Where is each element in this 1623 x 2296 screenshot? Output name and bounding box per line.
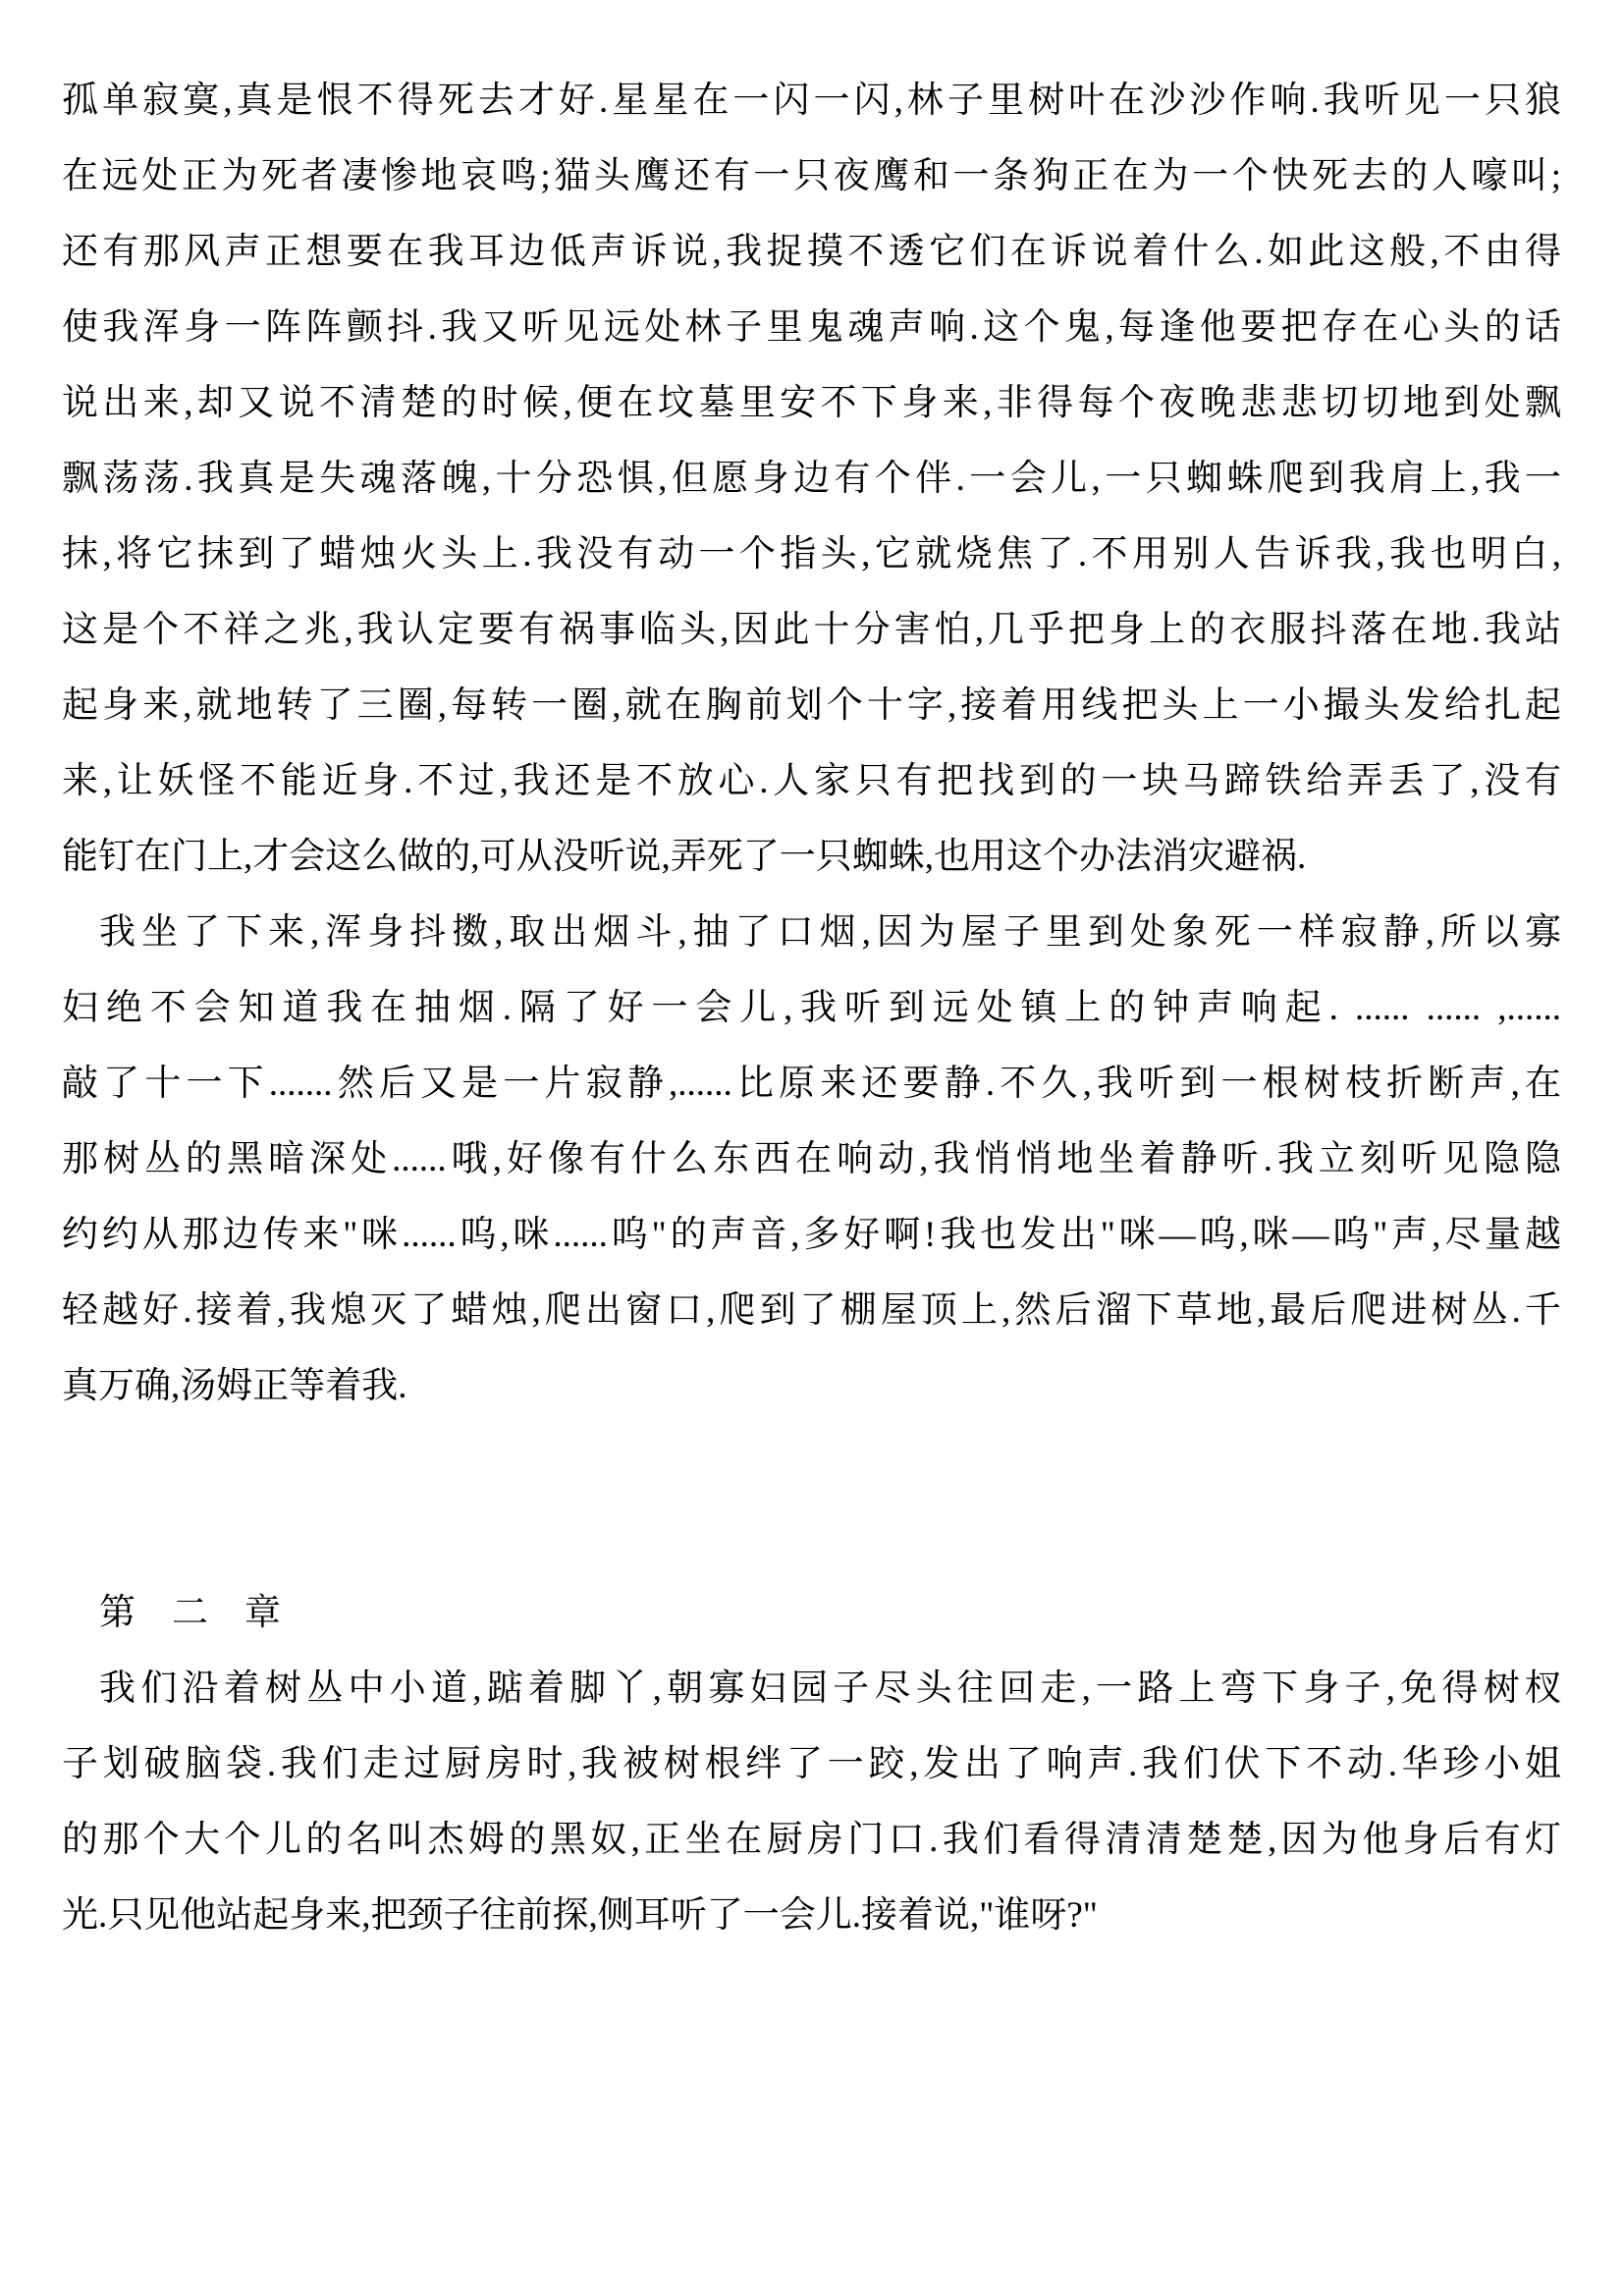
chapter-heading: 第 二 章	[99, 1593, 281, 1633]
text-line: 抹,将它抹到了蜡烛火头上.我没有动一个指头,它就烧焦了.不用别人告诉我,我也明白,	[62, 534, 1561, 574]
text-line: 子划破脑袋.我们走过厨房时,我被树根绊了一跤,发出了响声.我们伏下不动.华珍小姐	[62, 1744, 1561, 1784]
text-line: 孤单寂寞,真是恨不得死去才好.星星在一闪一闪,林子里树叶在沙沙作响.我听见一只狼	[62, 81, 1561, 121]
text-line: 能钉在门上,才会这么做的,可从没听说,弄死了一只蜘蛛,也用这个办法消灾避祸.	[62, 837, 1307, 877]
text-line: 的那个大个儿的名叫杰姆的黑奴,正坐在厨房门口.我们看得清清楚楚,因为他身后有灯	[62, 1820, 1561, 1860]
text-line: 轻越好.接着,我熄灭了蜡烛,爬出窗口,爬到了棚屋顶上,然后溜下草地,最后爬进树丛.千	[62, 1290, 1561, 1331]
paragraph-2	[62, 895, 1561, 1424]
text-line: 飘荡荡.我真是失魂落魄,十分恐惧,但愿身边有个伴.一会儿,一只蜘蛛爬到我肩上,我一	[62, 459, 1561, 499]
text-line: 说出来,却又说不清楚的时候,便在坟墓里安不下身来,非得每个夜晚悲悲切切地到处飘	[62, 383, 1561, 423]
text-line: 约约从那边传来"咪......呜,咪......呜"的声音,多好啊!我也发出"咪—呜,咪—呜"声,尽量越	[62, 1215, 1561, 1255]
text-line: 来,让妖怪不能近身.不过,我还是不放心.人家只有把找到的一块马蹄铁给弄丢了,没有	[62, 761, 1561, 801]
text-line: 妇绝不会知道我在抽烟.隔了好一会儿,我听到远处镇上的钟声响起. ...... ...... ,......	[62, 988, 1561, 1028]
text-line: 使我浑身一阵阵颤抖.我又听见远处林子里鬼魂声响.这个鬼,每逢他要把存在心头的话	[62, 307, 1561, 348]
text-line: 还有那风声正想要在我耳边低声诉说,我捉摸不透它们在诉说着什么.如此这般,不由得	[62, 232, 1561, 272]
text-line: 敲了十一下.......然后又是一片寂静,......比原来还要静.不久,我听到一根树枝折断声,在	[62, 1064, 1561, 1104]
paragraph-1	[62, 63, 1561, 895]
text-line: 在远处正为死者凄惨地哀鸣;猫头鹰还有一只夜鹰和一条狗正在为一个快死去的人嚎叫;	[62, 156, 1561, 196]
text-line: 我坐了下来,浑身抖擞,取出烟斗,抽了口烟,因为屋子里到处象死一样寂静,所以寡	[99, 912, 1561, 953]
paragraph-3	[62, 1651, 1561, 1953]
text-line: 起身来,就地转了三圈,每转一圈,就在胸前划个十字,接着用线把头上一小撮头发给扎起	[62, 685, 1561, 726]
text-line: 光.只见他站起身来,把颈子往前探,侧耳听了一会儿.接着说,"谁呀?"	[62, 1895, 1098, 1936]
text-line: 这是个不祥之兆,我认定要有祸事临头,因此十分害怕,几乎把身上的衣服抖落在地.我站	[62, 610, 1561, 650]
text-line: 真万确,汤姆正等着我.	[62, 1366, 407, 1406]
text-line: 我们沿着树丛中小道,踮着脚丫,朝寡妇园子尽头往回走,一路上弯下身子,免得树杈	[99, 1668, 1561, 1709]
text-line: 那树丛的黑暗深处......哦,好像有什么东西在响动,我悄悄地坐着静听.我立刻听见隐隐	[62, 1139, 1561, 1179]
